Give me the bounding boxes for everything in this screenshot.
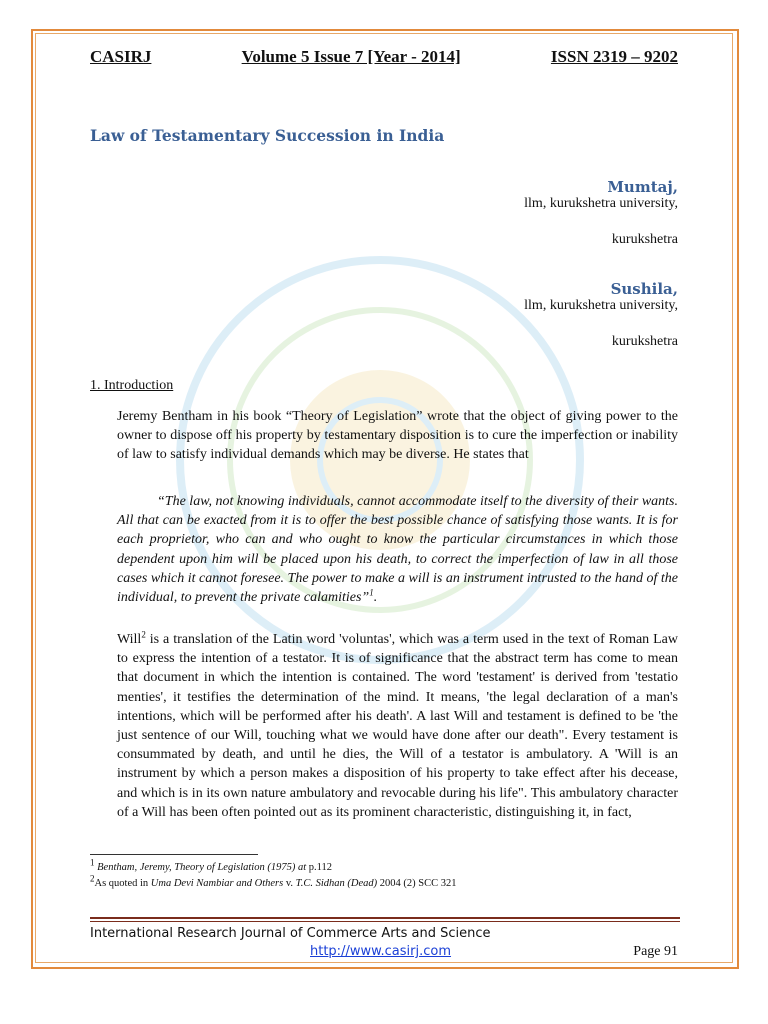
block-quote: “The law, not knowing individuals, cannot accommodate itself to the diversity of their wants. All that can be exacted from it is to offer the best possible chance of satisfying those wants. It is for each proprietor, who can and who ought to know the particular circumstances in which those dependent upon him will be placed upon his death, to correct the imperfection of law in all those cases which it cannot foresee. The power to make a will is an instrument intrusted to the hand of the individual, to prevent the private calamities”$^1$. <box>117 494 678 606</box>
running-header <box>90 47 678 67</box>
author-city: kurukshetra <box>611 334 678 349</box>
author-block-1 <box>278 178 678 248</box>
author-city: kurukshetra <box>611 232 678 247</box>
author-name: Sushila, <box>610 280 678 298</box>
header-volume: Volume 5 Issue 7 [Year - 2014] <box>241 47 461 66</box>
footnote-cite: 2004 (2) SCC 321 <box>377 878 457 889</box>
footnote-citation: Bentham, Jeremy, Theory of Legislation (1975) at <box>97 862 307 873</box>
footnote-rule <box>90 854 258 855</box>
journal-url-link[interactable]: http://www.casirj.com <box>310 944 452 959</box>
paragraph-1: Jeremy Bentham in his book “Theory of Legislation” wrote that the object of giving power to the owner to dispose off his property by testamentary disposition is to cure the imperfection or inability of law to satisfy individual demands which may be diverse. He states that <box>117 409 678 463</box>
footer-rule-thin <box>90 921 680 922</box>
footnote-case-party: Uma Devi Nambiar and Others <box>150 878 284 889</box>
page-number: Page 91 <box>633 944 678 959</box>
footnote-pre: As quoted in <box>94 878 151 889</box>
footnote-ref: 1 <box>369 587 374 598</box>
paper-title: Law of Testamentary Succession in India <box>90 126 445 145</box>
paragraph-2 <box>117 630 678 822</box>
footnote-2 <box>90 873 457 889</box>
para2-start: Will <box>117 632 142 647</box>
author-affiliation: llm, kurukshetra university, <box>524 196 678 211</box>
footer-journal: International Research Journal of Commerce Arts and Science <box>90 926 491 941</box>
footer-rule <box>90 917 680 919</box>
header-journal: CASIRJ <box>90 47 152 66</box>
footnote-page: p.112 <box>306 862 332 873</box>
footnote-1 <box>90 857 332 873</box>
author-affiliation: llm, kurukshetra university, <box>524 298 678 313</box>
quote-text: “The law, not knowing individuals, cannot accommodate itself to the diversity of their wants. All that can be exacted from it is to offer the best possible chance of satisfying those wants. It is for each proprietor, who can and who ought to know the particular circumstances in which those dependent upon him will be placed upon his death, to correct the imperfection of law in all those cases which it cannot foresee. The power to make a will is an instrument intrusted to the hand of the individual, to prevent the private calamities” <box>117 494 678 606</box>
footnote-case-party-2: T.C. Sidhan (Dead) <box>295 878 378 889</box>
footnote-num: 2 <box>90 873 95 884</box>
footnote-v: v. <box>283 878 296 889</box>
footnote-num: 1 <box>90 857 95 868</box>
section-heading: 1. Introduction <box>90 378 174 393</box>
header-issn: ISSN 2319 – 9202 <box>550 47 678 66</box>
footnote-ref: 2 <box>141 629 146 640</box>
author-block-2 <box>278 280 678 350</box>
author-name: Mumtaj, <box>607 178 678 196</box>
para2-text: is a translation of the Latin word 'voluntas', which was a term used in the text of Roman Law to express the intention of a testator. It is of significance that the abstract term has come to mean that document in which the intention is contained. The word 'testament' is derived from 'testatio menties', it testifies the determination of the mind. It means, 'the legal declaration of a man's intentions, which will be performed after his death'. A last Will and testament is defined to be 'the just sentence of our Will, touching what we would have done after our death". Every testament is consummated by death, and until he dies, the Will of a testator is ambulatory. A 'Will is an instrument by which a person makes a disposition of his property to take effect after his decease, and which is in its own nature ambulatory and revocable during his life". This ambulatory character of a Will has been often pointed out as its prominent characteristic, distinguishing it, in fact, <box>117 632 678 820</box>
